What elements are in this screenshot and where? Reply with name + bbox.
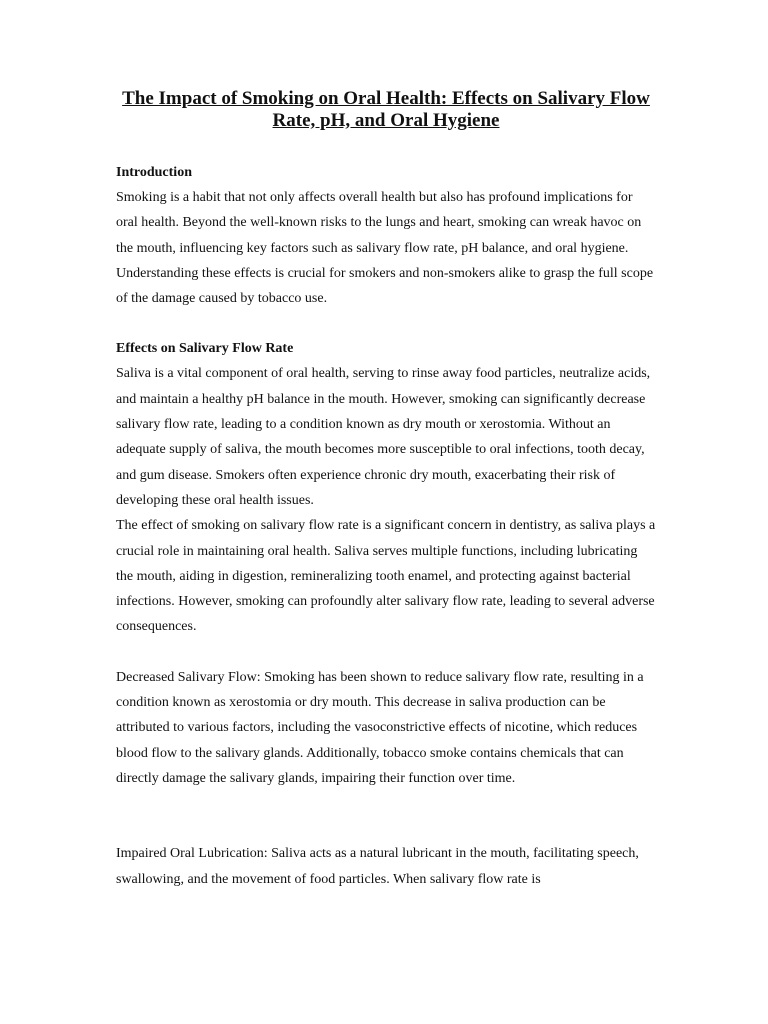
spacer <box>116 791 656 841</box>
paragraph-saliva-vital: Saliva is a vital component of oral health, serving to rinse away food particles, neutralize acids, and maintain a healthy pH balance in the mouth. However, smoking can significantly decrease salivary flow rate, leading to a condition known as dry mouth or xerostomia. Without an adequate supply of saliva, the mouth becomes more susceptible to oral infections, tooth decay, and gum disease. Smokers often experience chronic dry mouth, exacerbating their risk of developing these oral health issues. <box>116 366 651 508</box>
paragraph-introduction: Smoking is a habit that not only affects overall health but also has profound implications for oral health. Beyond the well-known risks to the lungs and heart, smoking can wreak havoc on the mouth, influencing key factors such as salivary flow rate, pH balance, and oral hygiene. Understanding these effects is crucial for smokers and non-smokers alike to grasp the full scope of the damage caused by tobacco use. <box>116 190 654 307</box>
paragraph-decreased-flow: Decreased Salivary Flow: Smoking has been shown to reduce salivary flow rate, resulting in a condition known as xerostomia or dry mouth. This decrease in saliva production can be attributed to various factors, including the vasoconstrictive effects of nicotine, which reduces blood flow to the salivary glands. Additionally, tobacco smoke contains chemicals that can directly damage the salivary glands, impairing their function over time. <box>116 669 644 786</box>
paragraph-impaired-lubrication: Impaired Oral Lubrication: Saliva acts as a natural lubricant in the mouth, facilitating speech, swallowing, and the movement of food particles. When salivary flow rate is <box>116 846 639 887</box>
spacer <box>116 311 656 336</box>
paragraph-salivary-concern: The effect of smoking on salivary flow rate is a significant concern in dentistry, as saliva plays a crucial role in maintaining oral health. Saliva serves multiple functions, including lubricating the mouth, aiding in digestion, remineralizing tooth enamel, and protecting against bacterial infections. However, smoking can profoundly alter salivary flow rate, leading to several adverse consequences. <box>116 518 656 635</box>
section-heading-introduction: Introduction <box>116 165 192 180</box>
spacer <box>116 640 656 665</box>
document-content <box>116 88 656 892</box>
section-heading-salivary-flow: Effects on Salivary Flow Rate <box>116 341 294 357</box>
document-title: The Impact of Smoking on Oral Health: Effects on Salivary Flow Rate, pH, and Oral Hygiene <box>122 88 650 131</box>
spacer <box>116 132 656 160</box>
